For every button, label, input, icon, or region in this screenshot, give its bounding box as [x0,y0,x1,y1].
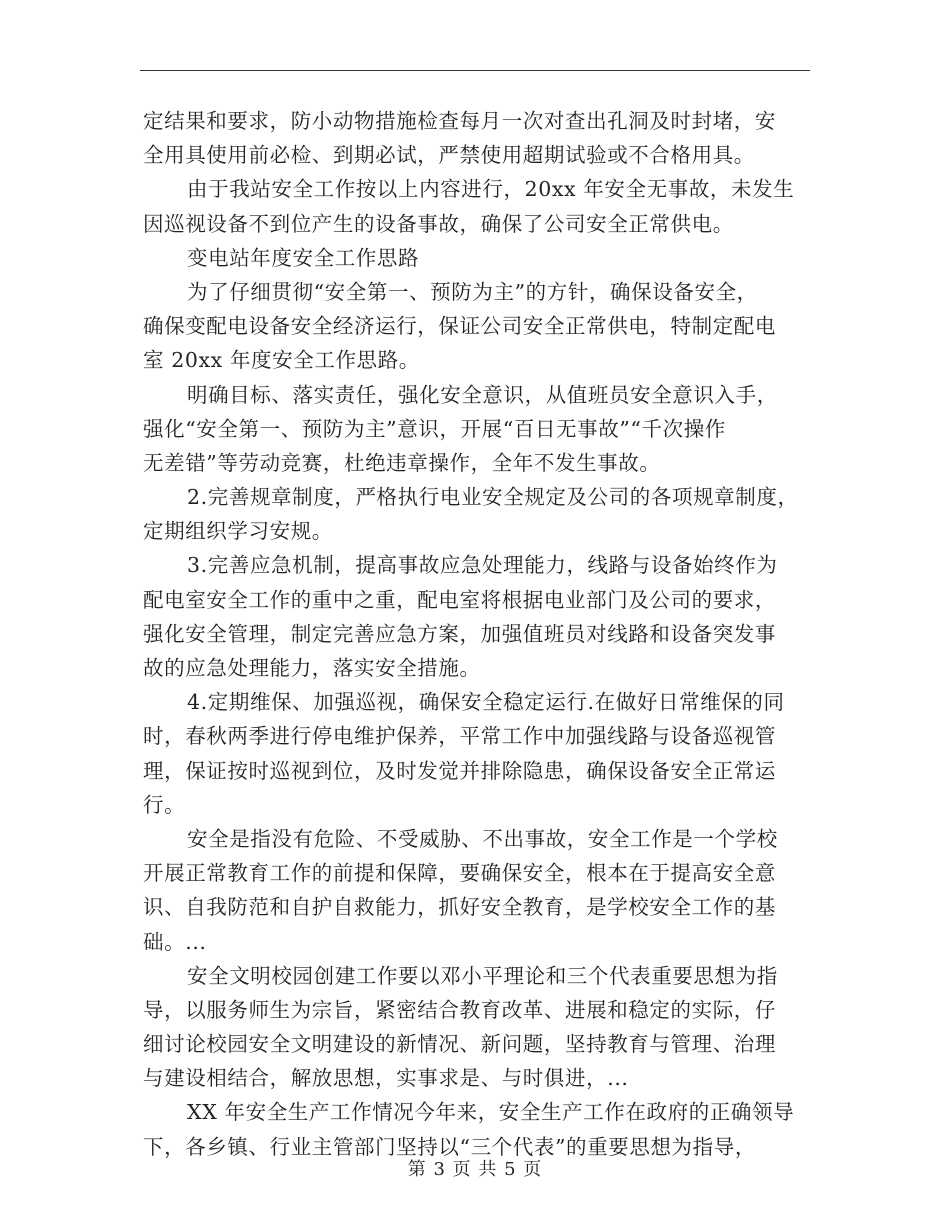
text-line: 理，保证按时巡视到位，及时发觉并排除隐患，确保设备安全正常运 [143,758,776,783]
text-line: 与建设相结合，解放思想，实事求是、与时俱进，... [143,1066,629,1091]
document-body [143,104,813,1164]
text-line: 无差错”等劳动竞赛，杜绝违章操作，全年不发生事故。 [143,450,661,475]
text-line: 定结果和要求，防小动物措施检查每月一次对查出孔洞及时封堵，安 [143,109,776,133]
text-line: 2.完善规章制度，严格执行电业安全规定及公司的各项规章制度， [187,485,799,510]
header-rule [140,70,810,71]
text-line: 行。 [143,792,186,817]
text-line: 础。... [143,929,207,954]
text-line: 3.完善应急机制，提高事故应急处理能力，线路与设备始终作为 [187,553,778,578]
text-line: 因巡视设备不到位产生的设备事故，确保了公司安全正常供电。 [143,211,734,236]
text-line: 室 20xx 年度安全工作思路。 [143,348,420,373]
text-line: 开展正常教育工作的前提和保障，要确保安全，根本在于提高安全意 [143,861,776,886]
text-line: 明确目标、落实责任，强化安全意识，从值班员安全意识入手， [187,382,778,407]
text-line: 识、自我防范和自护自救能力，抓好安全教育，是学校安全工作的基 [143,895,776,920]
text-line: 由于我站安全工作按以上内容进行，20xx 年安全无事故，未发生 [187,177,795,202]
text-line: 强化“安全第一、预防为主”意识，开展“百日无事故”“千次操作 [143,416,726,441]
page-footer: 第 3 页 共 5 页 [407,1159,543,1180]
text-line: 故的应急处理能力，落实安全措施。 [143,656,481,680]
text-line: 安全是指没有危险、不受威胁、不出事故，安全工作是一个学校 [187,826,778,851]
text-line: 导，以服务师生为宗旨，紧密结合教育改革、进展和稳定的实际，仔 [143,997,776,1022]
text-line: 为了仔细贯彻“安全第一、预防为主”的方针，确保设备安全， [187,279,758,304]
text-line: 强化安全管理，制定完善应急方案，加强值班员对线路和设备突发事 [143,621,776,646]
text-line: 安全文明校园创建工作要以邓小平理论和三个代表重要思想为指 [187,963,778,988]
text-line: 变电站年度安全工作思路 [187,245,420,270]
text-line: 4.定期维保、加强巡视，确保安全稳定运行.在做好日常维保的同 [187,690,785,715]
text-line: 下，各乡镇、行业主管部门坚持以“三个代表”的重要思想为指导， [143,1134,756,1159]
text-line: 定期组织学习安规。 [143,519,333,544]
text-line: 全用具使用前必检、到期必试，严禁使用超期试验或不合格用具。 [143,143,755,168]
text-line: 时，春秋两季进行停电维护保养，平常工作中加强线路与设备巡视管 [143,724,776,749]
text-line: 确保变配电设备安全经济运行，保证公司安全正常供电，特制定配电 [143,314,776,339]
text-line: 细讨论校园安全文明建设的新情况、新问题，坚持教育与管理、治理 [143,1032,776,1057]
text-line: 配电室安全工作的重中之重，配电室将根据电业部门及公司的要求， [143,587,776,612]
text-line: XX 年安全生产工作情况今年来，安全生产工作在政府的正确领导 [187,1100,795,1125]
